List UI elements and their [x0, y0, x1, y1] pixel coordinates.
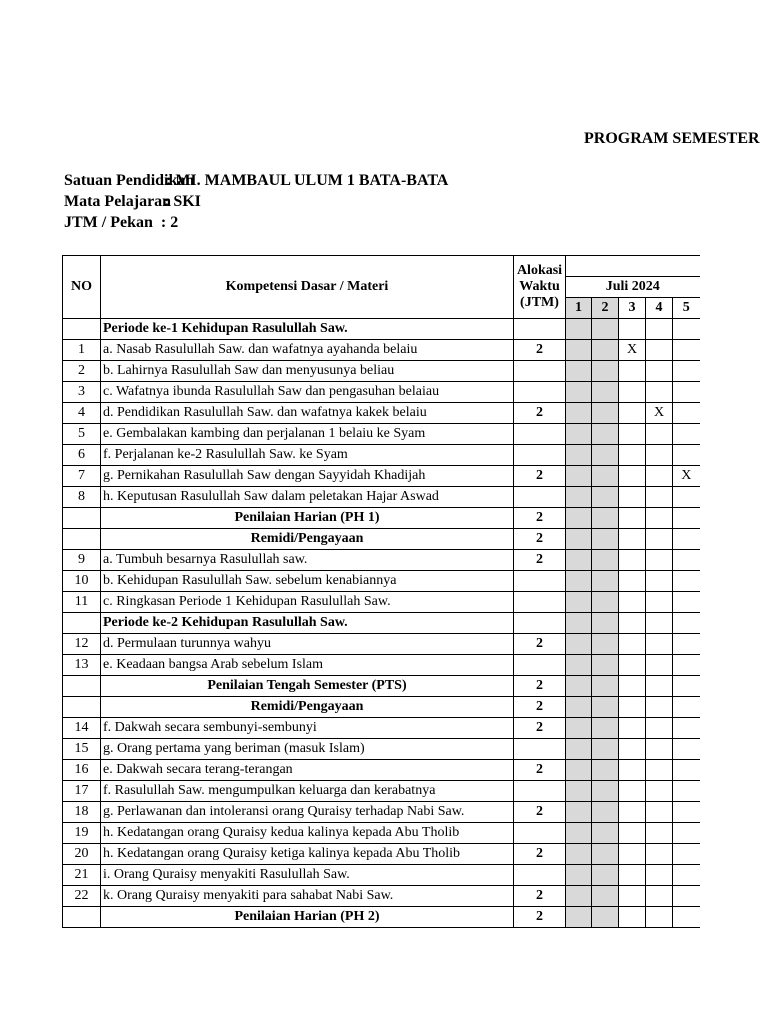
table-row	[63, 550, 700, 571]
week-5-cell	[673, 340, 700, 361]
week-4-cell	[646, 676, 673, 697]
week-5-cell	[673, 487, 700, 508]
week-header-4: 4	[646, 298, 673, 319]
row-number: 2	[63, 361, 101, 382]
row-number: 6	[63, 445, 101, 466]
materi-cell: e. Gembalakan kambing dan perjalanan 1 belaiu ke Syam	[101, 424, 514, 445]
materi-cell: Remidi/Pengayaan	[101, 697, 514, 718]
week-4-cell	[646, 382, 673, 403]
row-number: 14	[63, 718, 101, 739]
alokasi-waktu-cell: 2	[514, 907, 566, 928]
header-blank-cell	[566, 256, 700, 277]
week-4-cell	[646, 634, 673, 655]
alokasi-waktu-cell	[514, 865, 566, 886]
week-2-cell	[592, 634, 619, 655]
week-2-cell	[592, 340, 619, 361]
week-2-cell	[592, 865, 619, 886]
week-1-cell	[566, 907, 592, 928]
week-2-cell	[592, 319, 619, 340]
table-row	[63, 739, 700, 760]
week-3-cell	[619, 319, 646, 340]
week-4-cell	[646, 886, 673, 907]
row-number: 20	[63, 844, 101, 865]
week-1-cell	[566, 634, 592, 655]
week-2-cell	[592, 550, 619, 571]
table-row	[63, 340, 700, 361]
table-row	[63, 466, 700, 487]
week-1-cell	[566, 760, 592, 781]
week-3-cell	[619, 697, 646, 718]
week-2-cell	[592, 739, 619, 760]
alokasi-waktu-cell	[514, 613, 566, 634]
week-4-cell	[646, 655, 673, 676]
alokasi-waktu-cell: 2	[514, 676, 566, 697]
row-number: 9	[63, 550, 101, 571]
alokasi-waktu-cell: 2	[514, 340, 566, 361]
week-2-cell	[592, 718, 619, 739]
week-4-cell	[646, 844, 673, 865]
materi-cell: i. Orang Quraisy menyakiti Rasulullah Saw.	[101, 865, 514, 886]
week-4-cell	[646, 613, 673, 634]
row-number: 18	[63, 802, 101, 823]
mata-pelajaran-value: : SKI	[164, 193, 201, 210]
week-5-cell: X	[673, 466, 700, 487]
week-4-cell	[646, 487, 673, 508]
alokasi-waktu-cell	[514, 487, 566, 508]
week-4-cell	[646, 571, 673, 592]
materi-cell: h. Kedatangan orang Quraisy ketiga kalinya kepada Abu Tholib	[101, 844, 514, 865]
materi-cell: d. Pendidikan Rasulullah Saw. dan wafatnya kakek belaiu	[101, 403, 514, 424]
week-3-cell	[619, 382, 646, 403]
materi-cell: Periode ke-1 Kehidupan Rasulullah Saw.	[101, 319, 514, 340]
week-1-cell	[566, 676, 592, 697]
table-row	[63, 487, 700, 508]
week-3-cell	[619, 508, 646, 529]
table-row	[63, 592, 700, 613]
table-row	[63, 907, 700, 928]
row-number	[63, 676, 101, 697]
week-1-cell	[566, 718, 592, 739]
week-2-cell	[592, 592, 619, 613]
week-5-cell	[673, 361, 700, 382]
row-number: 17	[63, 781, 101, 802]
week-5-cell	[673, 655, 700, 676]
alokasi-waktu-cell: 2	[514, 529, 566, 550]
week-2-cell	[592, 781, 619, 802]
alokasi-waktu-cell	[514, 382, 566, 403]
materi-cell: f. Perjalanan ke-2 Rasulullah Saw. ke Syam	[101, 445, 514, 466]
week-header-2: 2	[592, 298, 619, 319]
week-2-cell	[592, 445, 619, 466]
materi-cell: g. Perlawanan dan intoleransi orang Quraisy terhadap Nabi Saw.	[101, 802, 514, 823]
row-number: 16	[63, 760, 101, 781]
week-4-cell	[646, 508, 673, 529]
week-5-cell	[673, 550, 700, 571]
alokasi-waktu-cell: 2	[514, 550, 566, 571]
week-4-cell	[646, 466, 673, 487]
row-number: 22	[63, 886, 101, 907]
week-4-cell	[646, 340, 673, 361]
week-1-cell	[566, 571, 592, 592]
table-row	[63, 697, 700, 718]
table-row	[63, 865, 700, 886]
week-1-cell	[566, 340, 592, 361]
row-number	[63, 508, 101, 529]
week-1-cell	[566, 361, 592, 382]
header-row-1	[63, 256, 700, 277]
week-3-cell	[619, 424, 646, 445]
alokasi-waktu-cell: 2	[514, 466, 566, 487]
table-row	[63, 445, 700, 466]
week-4-cell	[646, 802, 673, 823]
week-5-cell	[673, 886, 700, 907]
week-2-cell	[592, 382, 619, 403]
week-1-cell	[566, 529, 592, 550]
week-2-cell	[592, 487, 619, 508]
week-2-cell	[592, 508, 619, 529]
alokasi-waktu-cell: 2	[514, 634, 566, 655]
row-number	[63, 907, 101, 928]
alokasi-waktu-cell	[514, 823, 566, 844]
week-5-cell	[673, 613, 700, 634]
week-5-cell	[673, 781, 700, 802]
week-1-cell	[566, 382, 592, 403]
materi-cell: e. Keadaan bangsa Arab sebelum Islam	[101, 655, 514, 676]
week-1-cell	[566, 655, 592, 676]
week-2-cell	[592, 760, 619, 781]
alokasi-waktu-cell	[514, 655, 566, 676]
row-number: 13	[63, 655, 101, 676]
table-row	[63, 823, 700, 844]
materi-cell: k. Orang Quraisy menyakiti para sahabat Nabi Saw.	[101, 886, 514, 907]
row-number: 3	[63, 382, 101, 403]
materi-cell: Remidi/Pengayaan	[101, 529, 514, 550]
week-3-cell	[619, 844, 646, 865]
week-1-cell	[566, 739, 592, 760]
week-2-cell	[592, 697, 619, 718]
materi-cell: Penilaian Harian (PH 2)	[101, 907, 514, 928]
materi-cell: f. Rasulullah Saw. mengumpulkan keluarga dan kerabatnya	[101, 781, 514, 802]
column-header-materi: Kompetensi Dasar / Materi	[101, 256, 514, 319]
table-row	[63, 802, 700, 823]
materi-cell: Penilaian Harian (PH 1)	[101, 508, 514, 529]
mata-pelajaran-line	[64, 191, 504, 212]
materi-cell: g. Orang pertama yang beriman (masuk Islam)	[101, 739, 514, 760]
alokasi-waktu-cell	[514, 592, 566, 613]
week-5-cell	[673, 424, 700, 445]
row-number: 12	[63, 634, 101, 655]
week-5-cell	[673, 865, 700, 886]
week-5-cell	[673, 760, 700, 781]
materi-cell: e. Dakwah secara terang-terangan	[101, 760, 514, 781]
row-number: 7	[63, 466, 101, 487]
week-2-cell	[592, 361, 619, 382]
week-2-cell	[592, 886, 619, 907]
week-2-cell	[592, 613, 619, 634]
week-2-cell	[592, 571, 619, 592]
week-4-cell	[646, 697, 673, 718]
week-4-cell	[646, 319, 673, 340]
week-1-cell	[566, 487, 592, 508]
week-3-cell	[619, 613, 646, 634]
row-number: 1	[63, 340, 101, 361]
week-1-cell	[566, 319, 592, 340]
week-1-cell	[566, 445, 592, 466]
week-4-cell	[646, 718, 673, 739]
satuan-pendidikan-label: Satuan Pendidikan	[64, 172, 195, 189]
week-3-cell	[619, 907, 646, 928]
week-2-cell	[592, 655, 619, 676]
row-number	[63, 529, 101, 550]
document-title: PROGRAM SEMESTER	[584, 130, 760, 147]
week-1-cell	[566, 781, 592, 802]
materi-cell: Periode ke-2 Kehidupan Rasulullah Saw.	[101, 613, 514, 634]
week-3-cell	[619, 886, 646, 907]
week-4-cell	[646, 424, 673, 445]
row-number	[63, 613, 101, 634]
week-3-cell	[619, 823, 646, 844]
alokasi-waktu-cell	[514, 361, 566, 382]
row-number: 5	[63, 424, 101, 445]
materi-cell: g. Pernikahan Rasulullah Saw dengan Sayyidah Khadijah	[101, 466, 514, 487]
table-row	[63, 613, 700, 634]
materi-cell: Penilaian Tengah Semester (PTS)	[101, 676, 514, 697]
week-5-cell	[673, 403, 700, 424]
week-4-cell	[646, 445, 673, 466]
week-header-3: 3	[619, 298, 646, 319]
materi-cell: c. Ringkasan Periode 1 Kehidupan Rasulullah Saw.	[101, 592, 514, 613]
week-3-cell	[619, 487, 646, 508]
week-1-cell	[566, 550, 592, 571]
week-5-cell	[673, 676, 700, 697]
week-3-cell	[619, 781, 646, 802]
materi-cell: f. Dakwah secara sembunyi-sembunyi	[101, 718, 514, 739]
week-5-cell	[673, 382, 700, 403]
alokasi-waktu-cell: 2	[514, 718, 566, 739]
week-5-cell	[673, 529, 700, 550]
alokasi-waktu-cell	[514, 319, 566, 340]
week-3-cell: X	[619, 340, 646, 361]
week-1-cell	[566, 403, 592, 424]
mata-pelajaran-label: Mata Pelajaran	[64, 193, 172, 210]
table-row	[63, 760, 700, 781]
week-4-cell	[646, 550, 673, 571]
row-number: 8	[63, 487, 101, 508]
alokasi-waktu-cell: 2	[514, 844, 566, 865]
table-row	[63, 781, 700, 802]
materi-cell: a. Tumbuh besarnya Rasulullah saw.	[101, 550, 514, 571]
week-4-cell	[646, 907, 673, 928]
row-number	[63, 697, 101, 718]
table-row	[63, 634, 700, 655]
program-semester-table	[62, 255, 700, 928]
week-5-cell	[673, 739, 700, 760]
week-5-cell	[673, 445, 700, 466]
jtm-pekan-line	[64, 212, 504, 233]
jtm-pekan-value: : 2	[152, 214, 179, 231]
month-header: Juli 2024	[566, 277, 700, 298]
materi-cell: h. Keputusan Rasulullah Saw dalam peletakan Hajar Aswad	[101, 487, 514, 508]
week-5-cell	[673, 319, 700, 340]
week-3-cell	[619, 865, 646, 886]
week-3-cell	[619, 718, 646, 739]
alokasi-waktu-cell: 2	[514, 886, 566, 907]
week-3-cell	[619, 676, 646, 697]
table-row	[63, 844, 700, 865]
week-5-cell	[673, 571, 700, 592]
alokasi-waktu-cell: 2	[514, 508, 566, 529]
week-1-cell	[566, 823, 592, 844]
week-5-cell	[673, 844, 700, 865]
week-2-cell	[592, 844, 619, 865]
week-4-cell	[646, 781, 673, 802]
week-5-cell	[673, 718, 700, 739]
table-row	[63, 676, 700, 697]
week-1-cell	[566, 802, 592, 823]
week-1-cell	[566, 592, 592, 613]
week-3-cell	[619, 445, 646, 466]
row-number: 10	[63, 571, 101, 592]
week-5-cell	[673, 508, 700, 529]
table-row	[63, 361, 700, 382]
alokasi-waktu-cell	[514, 571, 566, 592]
alokasi-waktu-cell: 2	[514, 697, 566, 718]
week-2-cell	[592, 424, 619, 445]
column-header-no: NO	[63, 256, 101, 319]
week-3-cell	[619, 592, 646, 613]
row-number: 19	[63, 823, 101, 844]
row-number: 15	[63, 739, 101, 760]
materi-cell: h. Kedatangan orang Quraisy kedua kalinya kepada Abu Tholib	[101, 823, 514, 844]
week-4-cell	[646, 592, 673, 613]
week-2-cell	[592, 403, 619, 424]
week-3-cell	[619, 571, 646, 592]
table-row	[63, 403, 700, 424]
week-5-cell	[673, 634, 700, 655]
row-number: 4	[63, 403, 101, 424]
week-3-cell	[619, 655, 646, 676]
week-3-cell	[619, 361, 646, 382]
table-row	[63, 571, 700, 592]
alokasi-waktu-cell	[514, 424, 566, 445]
table-row	[63, 655, 700, 676]
week-4-cell	[646, 865, 673, 886]
week-4-cell: X	[646, 403, 673, 424]
column-header-alokasi: Alokasi Waktu (JTM)	[514, 256, 566, 319]
week-3-cell	[619, 466, 646, 487]
row-number: 21	[63, 865, 101, 886]
week-1-cell	[566, 865, 592, 886]
week-3-cell	[619, 802, 646, 823]
alokasi-waktu-cell	[514, 781, 566, 802]
table-row	[63, 382, 700, 403]
alokasi-waktu-cell: 2	[514, 760, 566, 781]
week-5-cell	[673, 802, 700, 823]
materi-cell: a. Nasab Rasulullah Saw. dan wafatnya ayahanda belaiu	[101, 340, 514, 361]
week-1-cell	[566, 466, 592, 487]
materi-cell: b. Kehidupan Rasulullah Saw. sebelum kenabiannya	[101, 571, 514, 592]
alokasi-waktu-cell: 2	[514, 802, 566, 823]
week-2-cell	[592, 529, 619, 550]
week-3-cell	[619, 550, 646, 571]
week-1-cell	[566, 844, 592, 865]
week-4-cell	[646, 760, 673, 781]
satuan-pendidikan-value: : MI. MAMBAUL ULUM 1 BATA-BATA	[166, 172, 449, 189]
week-4-cell	[646, 739, 673, 760]
table-row	[63, 508, 700, 529]
week-1-cell	[566, 613, 592, 634]
week-4-cell	[646, 529, 673, 550]
week-2-cell	[592, 802, 619, 823]
week-1-cell	[566, 424, 592, 445]
week-2-cell	[592, 676, 619, 697]
week-1-cell	[566, 886, 592, 907]
row-number	[63, 319, 101, 340]
jtm-pekan-label: JTM / Pekan	[64, 214, 153, 231]
week-4-cell	[646, 823, 673, 844]
week-3-cell	[619, 403, 646, 424]
week-3-cell	[619, 760, 646, 781]
week-5-cell	[673, 907, 700, 928]
row-number: 11	[63, 592, 101, 613]
week-5-cell	[673, 823, 700, 844]
week-3-cell	[619, 739, 646, 760]
alokasi-waktu-cell: 2	[514, 403, 566, 424]
alokasi-waktu-cell	[514, 739, 566, 760]
week-header-1: 1	[566, 298, 592, 319]
table-row	[63, 424, 700, 445]
week-4-cell	[646, 361, 673, 382]
alokasi-waktu-cell	[514, 445, 566, 466]
materi-cell: c. Wafatnya ibunda Rasulullah Saw dan pengasuhan belaiau	[101, 382, 514, 403]
table-row	[63, 886, 700, 907]
table-row	[63, 319, 700, 340]
week-2-cell	[592, 823, 619, 844]
week-3-cell	[619, 634, 646, 655]
week-5-cell	[673, 592, 700, 613]
satuan-pendidikan-line	[64, 170, 504, 191]
week-1-cell	[566, 697, 592, 718]
week-2-cell	[592, 907, 619, 928]
materi-cell: b. Lahirnya Rasulullah Saw dan menyusunya beliau	[101, 361, 514, 382]
week-1-cell	[566, 508, 592, 529]
week-2-cell	[592, 466, 619, 487]
week-header-5: 5	[673, 298, 700, 319]
table-row	[63, 718, 700, 739]
week-3-cell	[619, 529, 646, 550]
table-row	[63, 529, 700, 550]
week-5-cell	[673, 697, 700, 718]
materi-cell: d. Permulaan turunnya wahyu	[101, 634, 514, 655]
